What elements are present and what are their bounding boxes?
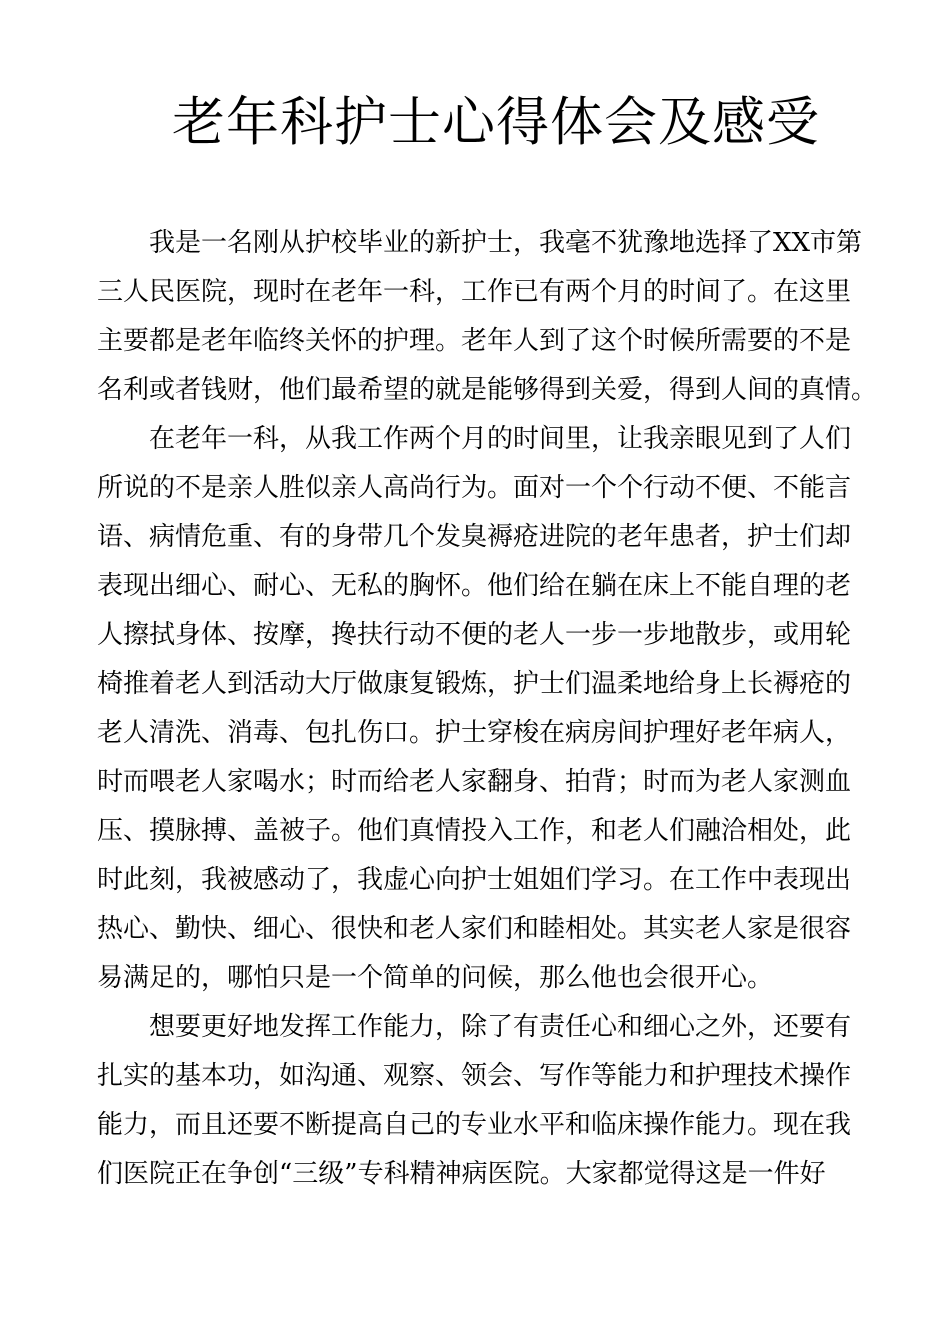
paragraph-line: 压、摸脉搏、盖被子。他们真情投入工作，和老人们融洽相处，此 [97,816,852,846]
paragraph-line: 扎实的基本功，如沟通、观察、领会、写作等能力和护理技术操作 [97,1061,852,1091]
paragraph-line: 语、病情危重、有的身带几个发臭褥疮进院的老年患者，护士们却 [97,522,852,552]
paragraph-line: 想要更好地发挥工作能力，除了有责任心和细心之外，还要有 [149,1012,852,1042]
paragraph-line: 主要都是老年临终关怀的护理。老年人到了这个时候所需要的不是 [97,326,852,356]
paragraph-line: 能力，而且还要不断提高自己的专业水平和临床操作能力。现在我 [97,1110,852,1140]
paragraph-line: 老人清洗、消毒、包扎伤口。护士穿梭在病房间护理好老年病人， [97,718,852,748]
document-body [97,219,878,1199]
paragraph-line: 热心、勤快、细心、很快和老人家们和睦相处。其实老人家是很容 [97,914,852,944]
paragraph-line: 所说的不是亲人胜似亲人高尚行为。面对一个个行动不便、不能言 [97,473,852,503]
paragraph-line: 时此刻，我被感动了，我虚心向护士姐姐们学习。在工作中表现出 [97,865,852,895]
paragraph-line: 名利或者钱财，他们最希望的就是能够得到关爱，得到人间的真情。 [97,375,878,405]
paragraph-line: 三人民医院，现时在老年一科，工作已有两个月的时间了。在这里 [97,277,852,307]
paragraph-3 [97,1003,852,1199]
paragraph-line: 时而喂老人家喝水；时而给老人家翻身、拍背；时而为老人家测血 [97,767,852,797]
paragraph-line: 椅推着老人到活动大厅做康复锻炼，护士们温柔地给身上长褥疮的 [97,669,852,699]
paragraph-line: 易满足的，哪怕只是一个简单的问候，那么他也会很开心。 [97,963,774,993]
paragraph-line: 们医院正在争创“三级”专科精神病医院。大家都觉得这是一件好 [97,1159,826,1189]
paragraph-1 [97,219,878,415]
document-title: 老年科护士心得体会及感受 [172,92,820,153]
paragraph-2 [97,415,852,1003]
paragraph-line: 人擦拭身体、按摩，搀扶行动不便的老人一步一步地散步，或用轮 [97,620,852,650]
paragraph-line: 表现出细心、耐心、无私的胸怀。他们给在躺在床上不能自理的老 [97,571,852,601]
paragraph-line: 我是一名刚从护校毕业的新护士，我毫不犹豫地选择了XX市第 [149,228,863,258]
paragraph-line: 在老年一科，从我工作两个月的时间里，让我亲眼见到了人们 [149,424,852,454]
